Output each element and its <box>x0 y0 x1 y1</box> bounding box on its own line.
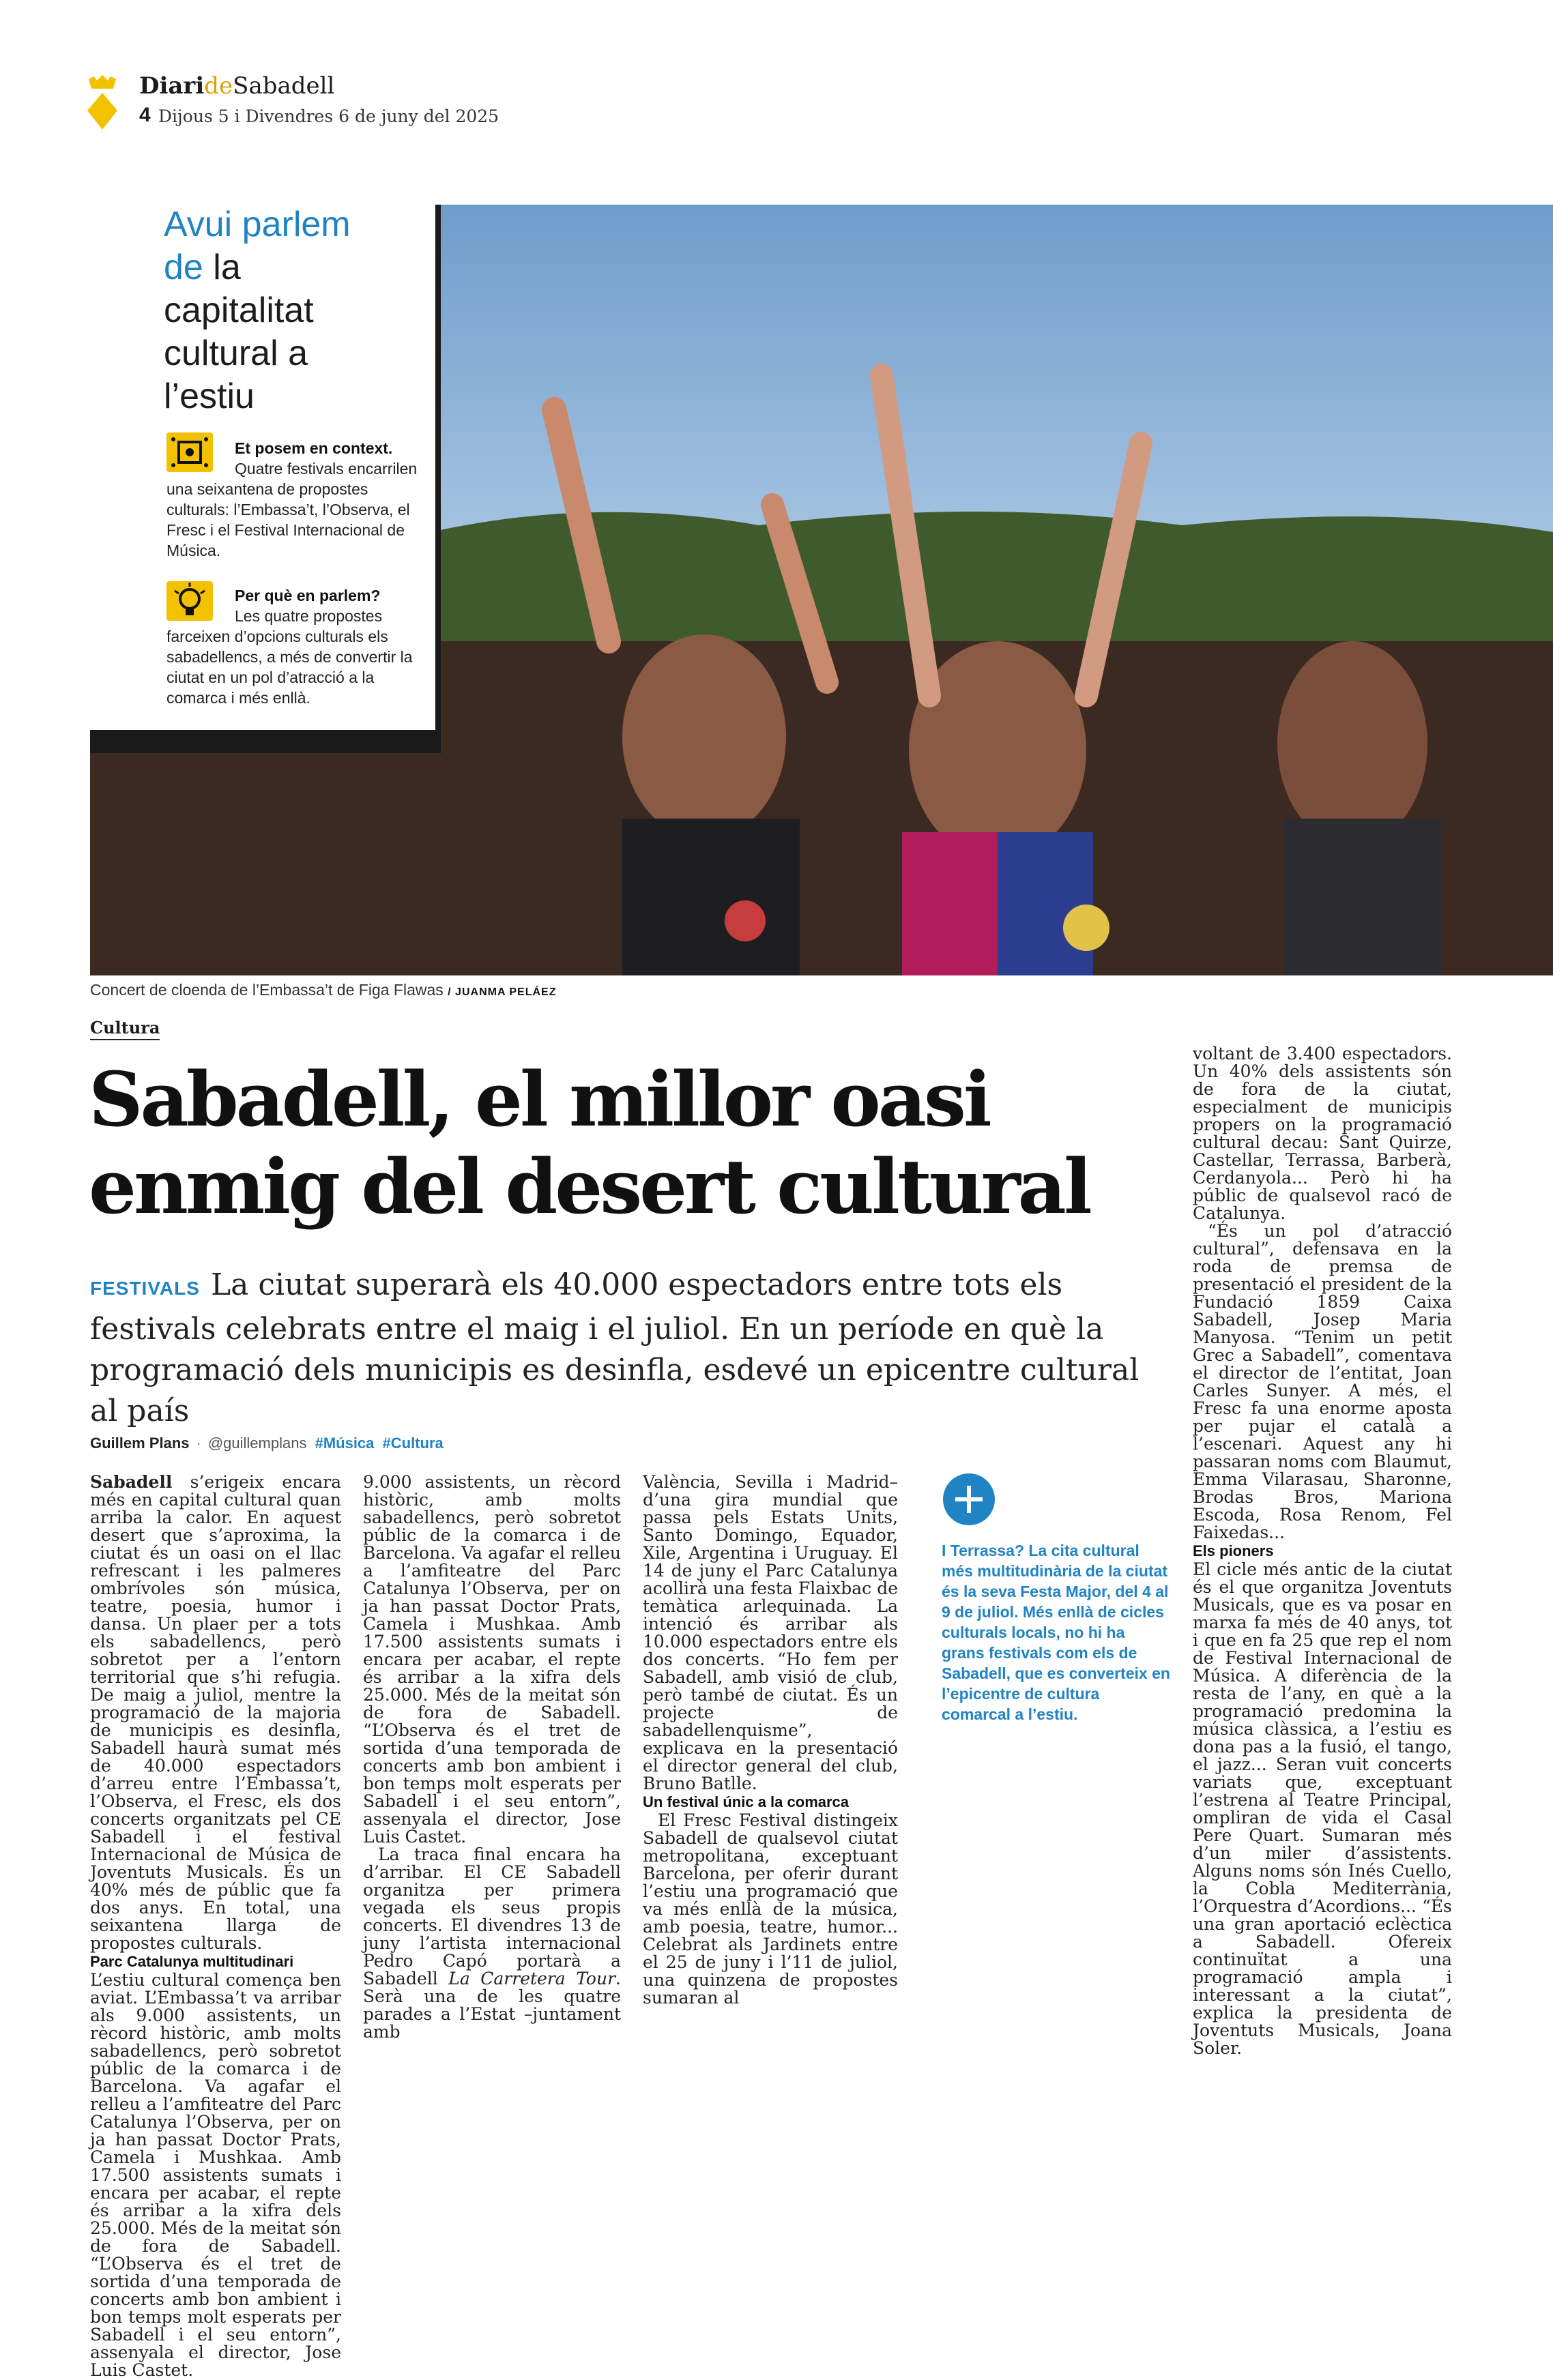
paragraph: L’estiu cultural comença ben aviat. L’Embassa’t va arribar als 9.000 assistents, un rècord històric, amb molts sabadellencs, però sobretot públic de la comarca i de Barcelona. Va agafar el relleu a l’amfiteatre del Parc Catalunya l’Observa, per on ja han passat Doctor Prats, Camela i Mushkaa. Amb 17.500 assistents sumats i encara per acabar, el repte és arribar a la xifra dels 25.000. Més de la meitat són de fora de Sabadell. “L’Observa és el tret de sortida d’una temporada de concerts amb bon ambient i bon temps molt esperats per Sabadell i el seu entorn”, assenyala el director, Jose Luis Castet. <box>90 1970 341 2380</box>
paragraph: València, Sevilla i Madrid– d’una gira mundial que passa pels Estats Units, Santo Domingo, Equador, Xile, Argentina i Uruguay. El 14 de juny el Parc Catalunya acollirà una festa Flaixbac de temàtica arlequinada. La intenció és arribar als 10.000 espectadors entre els dos concerts. “Ho fem per Sabadell, amb visió de club, però també de ciutat. És un projecte de sabadellenquisme”, explicava en la presentació el director general del club, Bruno Batlle. <box>643 1472 898 1793</box>
headline <box>89 1056 1174 1231</box>
infobox-title-line: Avui parlem <box>164 205 351 244</box>
photo-caption <box>90 981 556 999</box>
infobox-title-line: capitalitat <box>164 291 314 330</box>
paragraph: Sabadell s’erigeix encara més en capital cultural quan arriba la calor. En aquest desert que s’aproxima, la ciutat és un oasi on el llac refrescant i les palmeres ombrívoles són música, teatre, poesia, humor i dansa. Un plaer per a tots els sabadellencs, però sobretot per a l’entorn territorial que s’hi refugia. De maig a juliol, mentre la programació de la majoria de municipis es desinfla, Sabadell haurà sumat més de 40.000 espectadors d’arreu entre l’Embassa’t, l’Observa, el Fresc, els dos concerts organitzats pel CE Sabadell i el festival Internacional de Música de Joventuts Musicals. És un 40% més de públic que fa dos anys. En total, una seixantena llarga de propostes culturals. <box>90 1472 341 1953</box>
author-handle[interactable]: @guillemplans <box>207 1435 307 1452</box>
caption-text: Concert de cloenda de l’Embassa’t de Figa Flawas <box>90 981 444 999</box>
hashtag[interactable]: #Música <box>315 1435 375 1452</box>
paragraph: El cicle més antic de la ciutat és el que organitza Joventuts Musicals, que es va posar en marxa fa més de 40 anys, tot i que en fa 25 que rep el nom de Festival Internacional de Música. A diferència de la resta de l’any, en què a la programació predomina la música clàssica, a l’estiu es dona pas a la fusió, el tango, el jazz... Seran vuit concerts variats que, exceptuant l’estrena al Teatre Principal, ompliran de vida el Casal Pere Quart. Sumaran més d’un miler d’assistents. Alguns noms són Inés Cuello, la Cobla Mediterrània, l’Orquestra d’Acordions... “És una gran aportació eclèctica a Sabadell. Ofereix continuïtat a una programació ampla i interessant a la ciutat”, explica la presidenta de Joventuts Musicals, Joana Soler. <box>1193 1559 1452 2058</box>
diari-logo-icon <box>87 75 117 132</box>
section-label: Cultura <box>90 1018 160 1040</box>
headline-line: enmig del desert cultural <box>89 1143 1090 1231</box>
hashtag[interactable]: #Cultura <box>382 1435 444 1452</box>
body-column-5 <box>1193 1045 1452 2057</box>
infobox-title-line: de <box>164 248 203 287</box>
paragraph: 9.000 assistents, un rècord històric, amb molts sabadellencs, però sobretot públic de la comarca i de Barcelona. Va agafar el relleu a l’amfiteatre del Parc Catalunya l’Observa, per on ja han passat Doctor Prats, Camela i Mushkaa. Amb 17.500 assistents sumats i encara per acabar, el repte és arribar a la xifra dels 25.000. Més de la meitat són de fora de Sabadell. “L’Observa és el tret de sortida d’una temporada de concerts amb bon ambient i bon temps molt esperats per Sabadell i el seu entorn”, assenyala el director, Jose Luis Castet. <box>363 1472 621 1847</box>
infobox-title-line: la <box>213 248 241 287</box>
page-number: 4 <box>139 104 151 126</box>
photo-credit: / JUANMA PELÁEZ <box>448 986 557 998</box>
plus-icon <box>943 1473 995 1525</box>
crosshead: Parc Catalunya multitudinari <box>90 1953 294 1970</box>
body-column-2 <box>363 1473 621 2041</box>
headline-line: Sabadell, el millor oasi <box>89 1055 989 1143</box>
crosshead: Un festival únic a la comarca <box>643 1793 850 1810</box>
why-text: Per què en parlem? Les quatre propostes farceixen d’opcions culturals els sabadellencs, a més de convertir la ciutat en un pol d’atracció a la comarca i més enllà. <box>166 587 413 707</box>
subhead-text: La ciutat superarà els 40.000 espectadors entre tots els festivals celebrats entre el maig i el juliol. En un període en què la programació dels municipis es desinfla, esdevé un epicentre cultural al país <box>90 1267 1140 1428</box>
infobox-title-line: cultural a <box>164 334 308 373</box>
paragraph: El Fresc Festival distingeix Sabadell de qualsevol ciutat metropolitana, exceptuant Barcelona, per oferir durant l’estiu una programació que va més enllà de la música, amb poesia, teatre, humor... Celebrat als Jardinets entre el 25 de juny i l’11 de juliol, una quinzena de propostes sumaran al <box>643 1810 898 2008</box>
paragraph: La traca final encara ha d’arribar. El CE Sabadell organitza per primera vegada els seus propis concerts. El divendres 13 de juny l’artista internacional Pedro Capó portarà a Sabadell La Carretera Tour. Serà una de les quatre parades a l’Estat –juntament amb <box>363 1845 621 2042</box>
context-infobox <box>90 205 441 753</box>
crosshead: Els pioners <box>1193 1542 1274 1559</box>
author-name: Guillem Plans <box>90 1435 190 1452</box>
paragraph: voltant de 3.400 espectadors. Un 40% dels assistents són de fora de la ciutat, especialment de municipis propers on la programació cultural decau: Sant Quirze, Castellar, Terrassa, Barberà, Cerdanyola... Però hi ha públic de qualsevol racó de Catalunya. <box>1193 1044 1452 1223</box>
infobox-title-line: l’estiu <box>164 377 255 416</box>
body-column-3 <box>643 1473 898 2007</box>
body-column-1 <box>90 1472 341 2380</box>
issue-date: Dijous 5 i Divendres 6 de juny del 2025 <box>158 106 499 126</box>
subheadline <box>90 1265 1148 1432</box>
kicker: FESTIVALS <box>90 1278 200 1299</box>
infobox-title <box>164 203 437 418</box>
pullquote: I Terrassa? La cita cultural més multitudinària de la ciutat és la seva Festa Major, del 4 al 9 de juliol. Més enllà de cicles culturals locals, no hi ha grans festivals com els de Sabadell, que es converteix en l’epicentre de cultura comarcal a l’estiu. <box>942 1542 1170 1723</box>
paragraph: “És un pol d’atracció cultural”, defensava en la roda de premsa de presentació el president de la Fundació 1859 Caixa Sabadell, Josep Maria Manyosa. “Tenim un petit Grec a Sabadell”, comentava el director de l’entitat, Joan Carles Sunyer. A més, el Fresc fa una enorme aposta per pujar el català a l’escenari. Aquest any hi passaran noms com Blaumut, Emma Vilarasau, Sharonne, Brodas Bros, Mariona Escoda, Rosa Renom, Fel Faixedas... <box>1193 1221 1452 1542</box>
context-text: Et posem en context. Quatre festivals encarrilen una seixantena de propostes culturals: l’Embassa’t, l’Observa, el Fresc i el Festival Internacional de Música. <box>166 439 418 559</box>
byline: Guillem Plans · @guillemplans #Música #Cultura <box>90 1435 444 1452</box>
paper-name: DiarideSabadell <box>139 72 335 100</box>
